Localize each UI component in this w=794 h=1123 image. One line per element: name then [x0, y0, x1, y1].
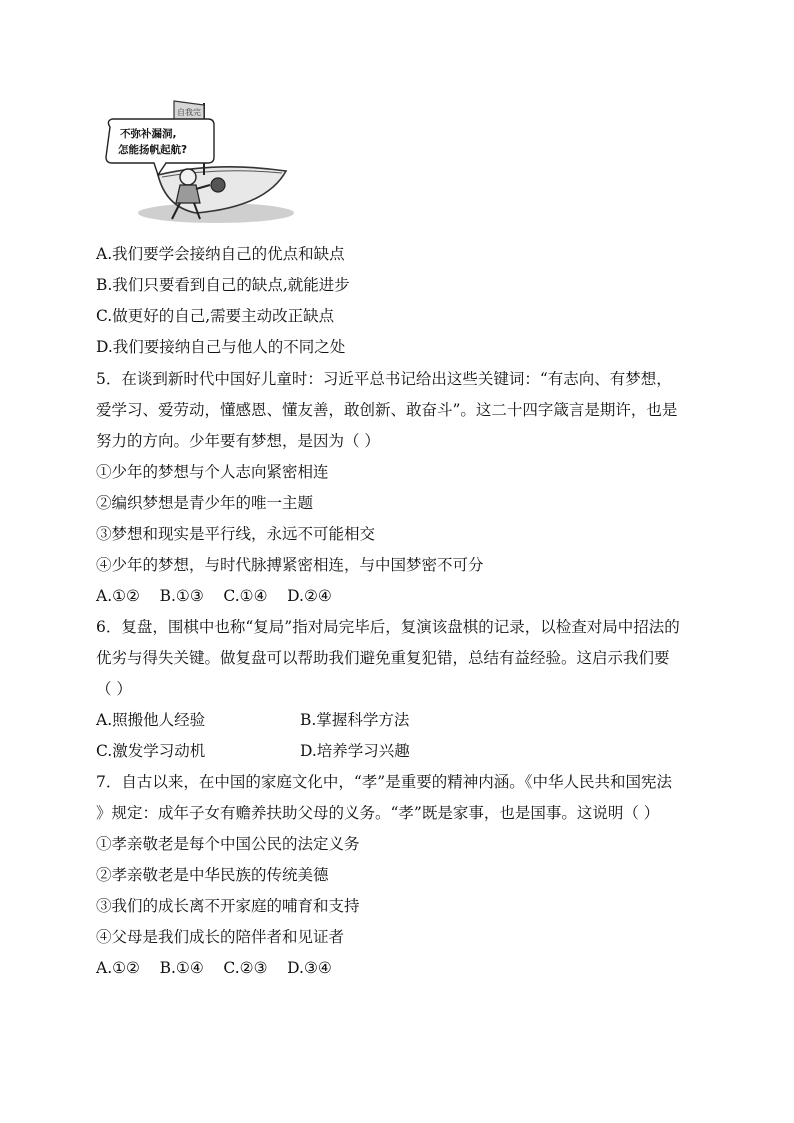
q5-statement-4: ④少年的梦想，与时代脉搏紧密相连，与中国梦密不可分 — [96, 556, 484, 574]
q6-stem-line-3: （ ） — [96, 680, 132, 698]
hull-hole — [211, 178, 225, 192]
q6-stem-line-1: 6．复盘，围棋中也称“复局”指对局完毕后，复演该盘棋的记录，以检查对局中招法的 — [96, 618, 680, 636]
q7-options: A.①② B.①④ C.②③ D.③④ — [96, 959, 332, 977]
flag-text: 自我完 — [177, 108, 201, 117]
cartoon-illustration — [96, 95, 296, 230]
q4-option-b: B.我们只要看到自己的缺点,就能进步 — [96, 276, 350, 294]
q6-stem-line-2: 优劣与得失关键。做复盘可以帮助我们避免重复犯错，总结有益经验。这启示我们要 — [96, 649, 670, 667]
q6-option-d: D.培养学习兴趣 — [300, 742, 410, 760]
q6-option-b: B.掌握科学方法 — [300, 711, 410, 729]
bubble-line-2: 怎能扬帆起航? — [118, 144, 188, 156]
person-body — [176, 185, 200, 203]
q6-options-row-2 — [96, 741, 410, 761]
q5-statement-1: ①少年的梦想与个人志向紧密相连 — [96, 463, 329, 481]
q5-stem-line-3: 努力的方向。少年要有梦想，是因为（ ） — [96, 432, 380, 450]
q7-statement-4: ④父母是我们成长的陪伴者和见证者 — [96, 928, 345, 946]
q6-option-c: C.激发学习动机 — [96, 742, 206, 760]
person-head — [180, 169, 196, 185]
q5-stem-line-2: 爱学习、爱劳动，懂感恩、懂友善，敢创新、敢奋斗”。这二十四字箴言是期许，也是 — [96, 401, 678, 419]
q6-option-a: A.照搬他人经验 — [96, 711, 206, 729]
q6-options-row-1 — [96, 710, 410, 730]
q7-stem-line-1: 7．自古以来，在中国的家庭文化中，“孝”是重要的精神内涵。《中华人民共和国宪法 — [96, 773, 672, 791]
q5-stem-line-1: 5．在谈到新时代中国好儿童时：习近平总书记给出这些关键词：“有志向、有梦想， — [96, 370, 672, 388]
q5-statement-3: ③梦想和现实是平行线，永远不可能相交 — [96, 525, 376, 543]
q7-statement-3: ③我们的成长离不开家庭的哺育和支持 — [96, 897, 360, 915]
q7-statement-1: ①孝亲敬老是每个中国公民的法定义务 — [96, 835, 360, 853]
q4-option-a: A.我们要学会接纳自己的优点和缺点 — [96, 245, 345, 263]
q7-stem-line-2: 》规定：成年子女有赡养扶助父母的义务。“孝”既是家事，也是国事。这说明（ ） — [96, 804, 660, 822]
q4-option-c: C.做更好的自己,需要主动改正缺点 — [96, 307, 335, 325]
q5-statement-2: ②编织梦想是青少年的唯一主题 — [96, 494, 314, 512]
q7-statement-2: ②孝亲敬老是中华民族的传统美德 — [96, 866, 329, 884]
bubble-line-1: 不弥补漏洞, — [120, 128, 177, 140]
q4-option-d: D.我们要接纳自己与他人的不同之处 — [96, 338, 346, 356]
q5-options: A.①② B.①③ C.①④ D.②④ — [96, 587, 332, 605]
